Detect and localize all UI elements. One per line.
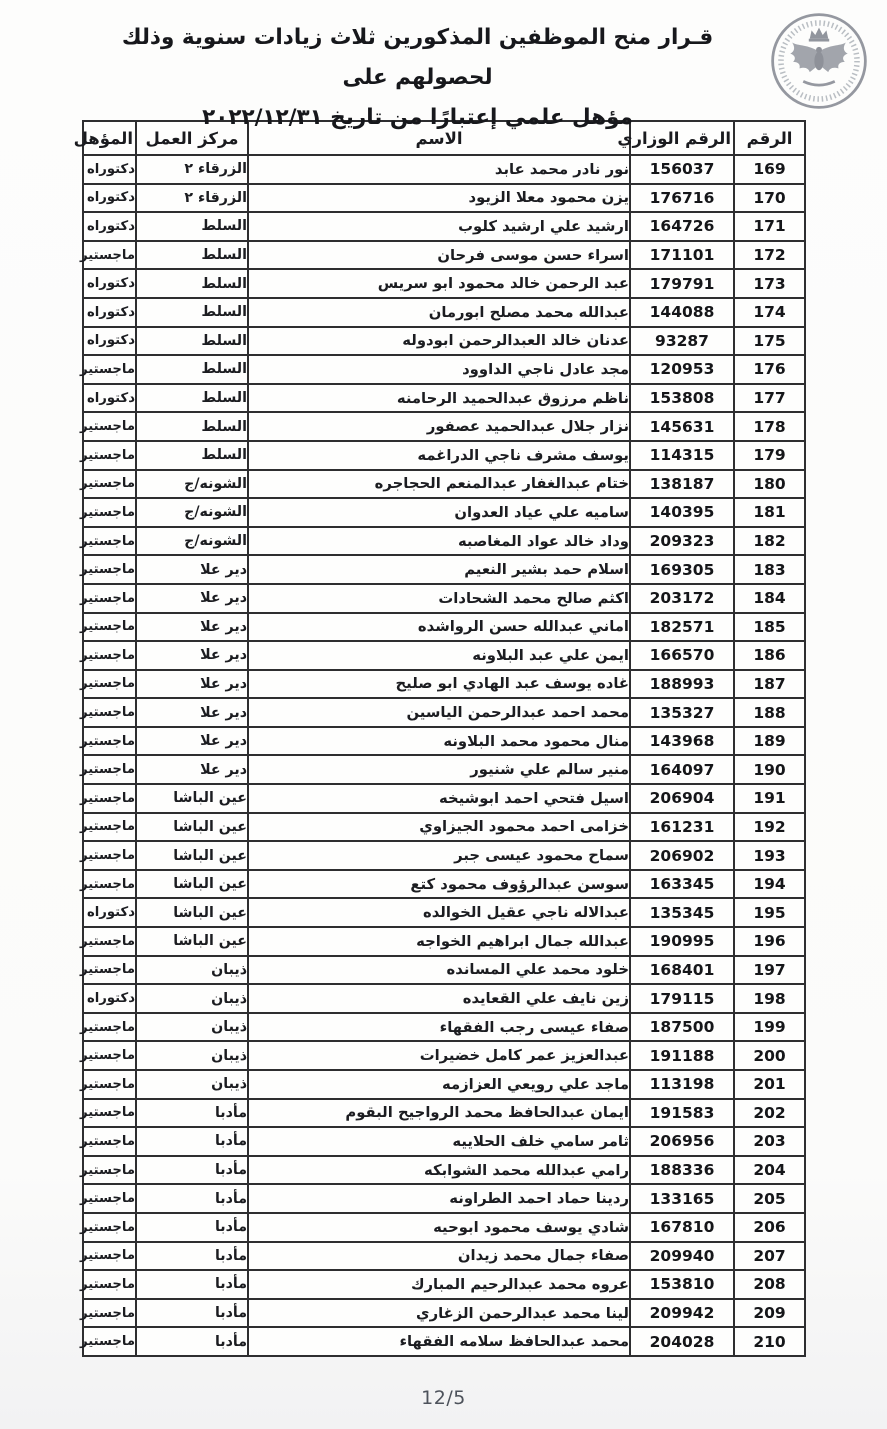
name-cell: نور نادر محمد عابد xyxy=(248,155,630,184)
ministry-number-cell: 143968 xyxy=(630,727,734,756)
row-number-cell: 187 xyxy=(734,670,805,699)
name-cell: مجد عادل ناجي الداوود xyxy=(248,355,630,384)
name-cell: ساميه علي عياد العدوان xyxy=(248,498,630,527)
qualification-cell: ماجستير xyxy=(83,241,136,270)
ministry-number-cell: 167810 xyxy=(630,1213,734,1242)
work-center-cell: الشونه/ج xyxy=(136,498,248,527)
row-number-cell: 205 xyxy=(734,1184,805,1213)
table-row xyxy=(83,470,805,499)
row-number-cell: 191 xyxy=(734,784,805,813)
qualification-cell: ماجستير xyxy=(83,641,136,670)
name-cell: نزار جلال عبدالحميد عصفور xyxy=(248,412,630,441)
row-number-cell: 190 xyxy=(734,755,805,784)
row-number-cell: 199 xyxy=(734,1013,805,1042)
ministry-number-cell: 113198 xyxy=(630,1070,734,1099)
table-row xyxy=(83,927,805,956)
qualification-cell: ماجستير xyxy=(83,412,136,441)
name-cell: محمد احمد عبدالرحمن الياسين xyxy=(248,698,630,727)
qualification-cell: ماجستير xyxy=(83,441,136,470)
ministry-number-cell: 176716 xyxy=(630,184,734,213)
ministry-number-cell: 209942 xyxy=(630,1299,734,1328)
ministry-number-cell: 206904 xyxy=(630,784,734,813)
table-row xyxy=(83,613,805,642)
work-center-cell: مأدبا xyxy=(136,1184,248,1213)
name-cell: عبدالله محمد مصلح ابورمان xyxy=(248,298,630,327)
qualification-cell: ماجستير xyxy=(83,670,136,699)
ministry-number-cell: 179791 xyxy=(630,269,734,298)
name-cell: عبدالاله ناجي عقيل الخوالده xyxy=(248,898,630,927)
ministry-number-cell: 204028 xyxy=(630,1327,734,1356)
name-cell: عروه محمد عبدالرحيم المبارك xyxy=(248,1270,630,1299)
name-cell: ثامر سامي خلف الحلاييه xyxy=(248,1127,630,1156)
row-number-cell: 172 xyxy=(734,241,805,270)
row-number-cell: 175 xyxy=(734,327,805,356)
work-center-cell: ذيبان xyxy=(136,984,248,1013)
table-row xyxy=(83,412,805,441)
row-number-cell: 202 xyxy=(734,1099,805,1128)
row-number-cell: 182 xyxy=(734,527,805,556)
ministry-number-cell: 120953 xyxy=(630,355,734,384)
row-number-cell: 170 xyxy=(734,184,805,213)
name-cell: ماجد علي رويعي العزازمه xyxy=(248,1070,630,1099)
qualification-cell: ماجستير xyxy=(83,727,136,756)
qualification-cell: دكتوراه xyxy=(83,269,136,298)
table-row xyxy=(83,584,805,613)
name-cell: عبد الرحمن خالد محمود ابو سريس xyxy=(248,269,630,298)
work-center-cell: دير علا xyxy=(136,727,248,756)
row-number-cell: 200 xyxy=(734,1041,805,1070)
qualification-cell: دكتوراه xyxy=(83,298,136,327)
name-cell: شادي يوسف محمود ابوحيه xyxy=(248,1213,630,1242)
ministry-number-cell: 206956 xyxy=(630,1127,734,1156)
qualification-cell: ماجستير xyxy=(83,527,136,556)
qualification-cell: ماجستير xyxy=(83,555,136,584)
table-body xyxy=(79,155,805,1356)
table-row xyxy=(83,1299,805,1328)
table-row xyxy=(83,384,805,413)
name-cell: منير سالم علي شنيور xyxy=(248,755,630,784)
table-row xyxy=(83,327,805,356)
qualification-cell: ماجستير xyxy=(83,1099,136,1128)
ministry-number-cell: 164097 xyxy=(630,755,734,784)
row-number-cell: 189 xyxy=(734,727,805,756)
name-cell: وداد خالد عواد المغاصبه xyxy=(248,527,630,556)
ministry-number-cell: 182571 xyxy=(630,613,734,642)
qualification-cell: دكتوراه xyxy=(83,155,136,184)
table-row xyxy=(83,298,805,327)
row-number-cell: 174 xyxy=(734,298,805,327)
ministry-number-cell: 164726 xyxy=(630,212,734,241)
name-cell: اسيل فتحي احمد ابوشيخه xyxy=(248,784,630,813)
table-row xyxy=(83,1242,805,1271)
ministry-number-cell: 187500 xyxy=(630,1013,734,1042)
table-row xyxy=(83,755,805,784)
row-number-cell: 179 xyxy=(734,441,805,470)
ministry-number-cell: 206902 xyxy=(630,841,734,870)
name-cell: ردينا حماد احمد الطراونه xyxy=(248,1184,630,1213)
row-number-cell: 185 xyxy=(734,613,805,642)
document-title xyxy=(95,18,740,138)
work-center-cell: الشونه/ج xyxy=(136,470,248,499)
row-number-cell: 197 xyxy=(734,956,805,985)
name-cell: يوسف مشرف ناجي الدراغمه xyxy=(248,441,630,470)
document-footer xyxy=(0,1387,887,1409)
ministry-number-cell: 161231 xyxy=(630,813,734,842)
work-center-cell: السلط xyxy=(136,384,248,413)
table-row xyxy=(83,698,805,727)
qualification-cell: ماجستير xyxy=(83,1184,136,1213)
ministry-number-cell: 135327 xyxy=(630,698,734,727)
name-cell: خلود محمد علي المسانده xyxy=(248,956,630,985)
work-center-cell: السلط xyxy=(136,241,248,270)
row-number-cell: 195 xyxy=(734,898,805,927)
qualification-cell: ماجستير xyxy=(83,1013,136,1042)
column-header-number: الرقم xyxy=(734,121,805,155)
row-number-cell: 184 xyxy=(734,584,805,613)
ministry-number-cell: 191188 xyxy=(630,1041,734,1070)
ministry-number-cell: 171101 xyxy=(630,241,734,270)
table-row xyxy=(83,956,805,985)
work-center-cell: الشونه/ج xyxy=(136,527,248,556)
row-number-cell: 206 xyxy=(734,1213,805,1242)
column-header-qualification: المؤهل xyxy=(83,121,136,155)
ministry-number-cell: 191583 xyxy=(630,1099,734,1128)
qualification-cell: ماجستير xyxy=(83,1327,136,1356)
row-number-cell: 186 xyxy=(734,641,805,670)
document-header xyxy=(0,0,887,130)
name-cell: عبدالعزيز عمر كامل خضيرات xyxy=(248,1041,630,1070)
table-row xyxy=(83,498,805,527)
ministry-number-cell: 153808 xyxy=(630,384,734,413)
ministry-number-cell: 168401 xyxy=(630,956,734,985)
work-center-cell: السلط xyxy=(136,355,248,384)
table-row xyxy=(83,1013,805,1042)
work-center-cell: عين الباشا xyxy=(136,927,248,956)
work-center-cell: ذيبان xyxy=(136,1070,248,1099)
name-cell: عدنان خالد العبدالرحمن ابودوله xyxy=(248,327,630,356)
work-center-cell: مأدبا xyxy=(136,1242,248,1271)
table-row xyxy=(83,1156,805,1185)
table-row xyxy=(83,813,805,842)
table-row xyxy=(83,355,805,384)
ministry-number-cell: 156037 xyxy=(630,155,734,184)
work-center-cell: عين الباشا xyxy=(136,784,248,813)
name-cell: اسلام حمد بشير النعيم xyxy=(248,555,630,584)
table-row xyxy=(83,527,805,556)
row-number-cell: 181 xyxy=(734,498,805,527)
table-row xyxy=(83,1184,805,1213)
ministry-number-cell: 114315 xyxy=(630,441,734,470)
row-number-cell: 176 xyxy=(734,355,805,384)
qualification-cell: ماجستير xyxy=(83,1213,136,1242)
ministry-number-cell: 209323 xyxy=(630,527,734,556)
table-row xyxy=(83,641,805,670)
work-center-cell: ذيبان xyxy=(136,1013,248,1042)
table-row xyxy=(83,155,805,184)
table-row xyxy=(83,1270,805,1299)
row-number-cell: 183 xyxy=(734,555,805,584)
qualification-cell: ماجستير xyxy=(83,698,136,727)
ministry-number-cell: 209940 xyxy=(630,1242,734,1271)
table-row xyxy=(83,1213,805,1242)
table-row xyxy=(83,870,805,899)
ministry-number-cell: 190995 xyxy=(630,927,734,956)
table-row xyxy=(83,1327,805,1356)
qualification-cell: ماجستير xyxy=(83,1127,136,1156)
row-number-cell: 210 xyxy=(734,1327,805,1356)
row-number-cell: 188 xyxy=(734,698,805,727)
name-cell: ختام عبدالغفار عبدالمنعم الحجاجره xyxy=(248,470,630,499)
work-center-cell: عين الباشا xyxy=(136,841,248,870)
name-cell: رامي عبدالله محمد الشوابكه xyxy=(248,1156,630,1185)
row-number-cell: 207 xyxy=(734,1242,805,1271)
qualification-cell: ماجستير xyxy=(83,1041,136,1070)
row-number-cell: 196 xyxy=(734,927,805,956)
row-number-cell: 194 xyxy=(734,870,805,899)
work-center-cell: دير علا xyxy=(136,698,248,727)
table-row xyxy=(83,1041,805,1070)
column-header-name: الاسم xyxy=(248,121,630,155)
work-center-cell: السلط xyxy=(136,441,248,470)
qualification-cell: ماجستير xyxy=(83,1070,136,1099)
qualification-cell: ماجستير xyxy=(83,498,136,527)
work-center-cell: دير علا xyxy=(136,755,248,784)
qualification-cell: ماجستير xyxy=(83,355,136,384)
work-center-cell: مأدبا xyxy=(136,1327,248,1356)
work-center-cell: مأدبا xyxy=(136,1099,248,1128)
qualification-cell: ماجستير xyxy=(83,784,136,813)
name-cell: خزامى احمد محمود الجيزاوي xyxy=(248,813,630,842)
name-cell: منال محمود محمد البلاونه xyxy=(248,727,630,756)
work-center-cell: دير علا xyxy=(136,584,248,613)
table-row xyxy=(83,241,805,270)
row-number-cell: 203 xyxy=(734,1127,805,1156)
qualification-cell: دكتوراه xyxy=(83,327,136,356)
table-row xyxy=(83,555,805,584)
name-cell: اسراء حسن موسى فرحان xyxy=(248,241,630,270)
ministry-number-cell: 145631 xyxy=(630,412,734,441)
table-row xyxy=(83,1099,805,1128)
qualification-cell: دكتوراه xyxy=(83,384,136,413)
work-center-cell: ذيبان xyxy=(136,956,248,985)
table-row xyxy=(83,670,805,699)
name-cell: ايمن علي عبد البلاونه xyxy=(248,641,630,670)
row-number-cell: 209 xyxy=(734,1299,805,1328)
row-number-cell: 208 xyxy=(734,1270,805,1299)
qualification-cell: ماجستير xyxy=(83,841,136,870)
title-line-1: قـرار منح الموظفين المذكورين ثلاث زيادات سنوية وذلك لحصولهم على xyxy=(121,25,714,90)
ministry-number-cell: 93287 xyxy=(630,327,734,356)
work-center-cell: مأدبا xyxy=(136,1156,248,1185)
work-center-cell: السلط xyxy=(136,412,248,441)
qualification-cell: ماجستير xyxy=(83,813,136,842)
ministry-number-cell: 179115 xyxy=(630,984,734,1013)
ministry-number-cell: 163345 xyxy=(630,870,734,899)
jordan-coat-of-arms-icon xyxy=(767,10,871,112)
table-row xyxy=(83,784,805,813)
work-center-cell: السلط xyxy=(136,269,248,298)
table-row xyxy=(83,841,805,870)
table-row xyxy=(83,1070,805,1099)
work-center-cell: السلط xyxy=(136,298,248,327)
row-number-cell: 173 xyxy=(734,269,805,298)
column-header-ministry-number: الرقم الوزاري xyxy=(630,121,734,155)
qualification-cell: ماجستير xyxy=(83,1242,136,1271)
work-center-cell: دير علا xyxy=(136,641,248,670)
qualification-cell: دكتوراه xyxy=(83,184,136,213)
work-center-cell: ذيبان xyxy=(136,1041,248,1070)
row-number-cell: 193 xyxy=(734,841,805,870)
employees-table xyxy=(73,120,806,1357)
name-cell: غاده يوسف عبد الهادي ابو صليح xyxy=(248,670,630,699)
ministry-number-cell: 188336 xyxy=(630,1156,734,1185)
name-cell: اكثم صالح محمد الشحادات xyxy=(248,584,630,613)
work-center-cell: السلط xyxy=(136,327,248,356)
row-number-cell: 177 xyxy=(734,384,805,413)
work-center-cell: عين الباشا xyxy=(136,813,248,842)
ministry-seal-stamp xyxy=(767,10,871,112)
qualification-cell: ماجستير xyxy=(83,1156,136,1185)
name-cell: صفاء جمال محمد زيدان xyxy=(248,1242,630,1271)
name-cell: اماني عبدالله حسن الرواشده xyxy=(248,613,630,642)
work-center-cell: دير علا xyxy=(136,670,248,699)
table-row xyxy=(83,212,805,241)
work-center-cell: دير علا xyxy=(136,555,248,584)
qualification-cell: ماجستير xyxy=(83,1270,136,1299)
work-center-cell: الزرقاء ٢ xyxy=(136,155,248,184)
table-row xyxy=(83,269,805,298)
work-center-cell: مأدبا xyxy=(136,1299,248,1328)
title-line-2: مؤهل علمي إعتبارًا من تاريخ ٢٠٢٢/١٢/٣١ xyxy=(202,105,633,130)
work-center-cell: عين الباشا xyxy=(136,870,248,899)
name-cell: سماح محمود عيسى جبر xyxy=(248,841,630,870)
qualification-cell: ماجستير xyxy=(83,927,136,956)
table-row xyxy=(83,984,805,1013)
row-number-cell: 198 xyxy=(734,984,805,1013)
ministry-number-cell: 188993 xyxy=(630,670,734,699)
work-center-cell: عين الباشا xyxy=(136,898,248,927)
ministry-number-cell: 144088 xyxy=(630,298,734,327)
page-number: 12/5 xyxy=(421,1386,466,1409)
ministry-number-cell: 166570 xyxy=(630,641,734,670)
name-cell: صفاء عيسى رجب الفقهاء xyxy=(248,1013,630,1042)
work-center-cell: دير علا xyxy=(136,613,248,642)
table-row xyxy=(83,727,805,756)
name-cell: ناظم مرزوق عبدالحميد الرحامنه xyxy=(248,384,630,413)
ministry-number-cell: 140395 xyxy=(630,498,734,527)
qualification-cell: دكتوراه xyxy=(83,212,136,241)
ministry-number-cell: 135345 xyxy=(630,898,734,927)
qualification-cell: ماجستير xyxy=(83,613,136,642)
qualification-cell: ماجستير xyxy=(83,584,136,613)
ministry-number-cell: 153810 xyxy=(630,1270,734,1299)
name-cell: زين نايف علي القعايده xyxy=(248,984,630,1013)
table-row xyxy=(83,1127,805,1156)
name-cell: ايمان عبدالحافظ محمد الرواجيح البقوم xyxy=(248,1099,630,1128)
name-cell: يزن محمود معلا الزيود xyxy=(248,184,630,213)
work-center-cell: مأدبا xyxy=(136,1213,248,1242)
qualification-cell: ماجستير xyxy=(83,870,136,899)
row-number-cell: 204 xyxy=(734,1156,805,1185)
name-cell: ارشيد علي ارشيد كلوب xyxy=(248,212,630,241)
row-number-cell: 178 xyxy=(734,412,805,441)
work-center-cell: السلط xyxy=(136,212,248,241)
name-cell: سوسن عبدالرؤوف محمود كتع xyxy=(248,870,630,899)
qualification-cell: دكتوراه xyxy=(83,898,136,927)
table-row xyxy=(83,441,805,470)
ministry-number-cell: 138187 xyxy=(630,470,734,499)
row-number-cell: 201 xyxy=(734,1070,805,1099)
row-number-cell: 192 xyxy=(734,813,805,842)
work-center-cell: الزرقاء ٢ xyxy=(136,184,248,213)
table-row xyxy=(83,898,805,927)
row-number-cell: 171 xyxy=(734,212,805,241)
qualification-cell: ماجستير xyxy=(83,1299,136,1328)
work-center-cell: مأدبا xyxy=(136,1127,248,1156)
ministry-number-cell: 169305 xyxy=(630,555,734,584)
ministry-number-cell: 133165 xyxy=(630,1184,734,1213)
qualification-cell: دكتوراه xyxy=(83,984,136,1013)
table-row xyxy=(83,184,805,213)
name-cell: عبدالله جمال ابراهيم الخواجه xyxy=(248,927,630,956)
ministry-number-cell: 203172 xyxy=(630,584,734,613)
column-header-work-center: مركز العمل xyxy=(136,121,248,155)
qualification-cell: ماجستير xyxy=(83,755,136,784)
name-cell: محمد عبدالحافظ سلامه الفقهاء xyxy=(248,1327,630,1356)
name-cell: لينا محمد عبدالرحمن الزغاري xyxy=(248,1299,630,1328)
qualification-cell: ماجستير xyxy=(83,470,136,499)
qualification-cell: ماجستير xyxy=(83,956,136,985)
row-number-cell: 180 xyxy=(734,470,805,499)
work-center-cell: مأدبا xyxy=(136,1270,248,1299)
row-number-cell: 169 xyxy=(734,155,805,184)
